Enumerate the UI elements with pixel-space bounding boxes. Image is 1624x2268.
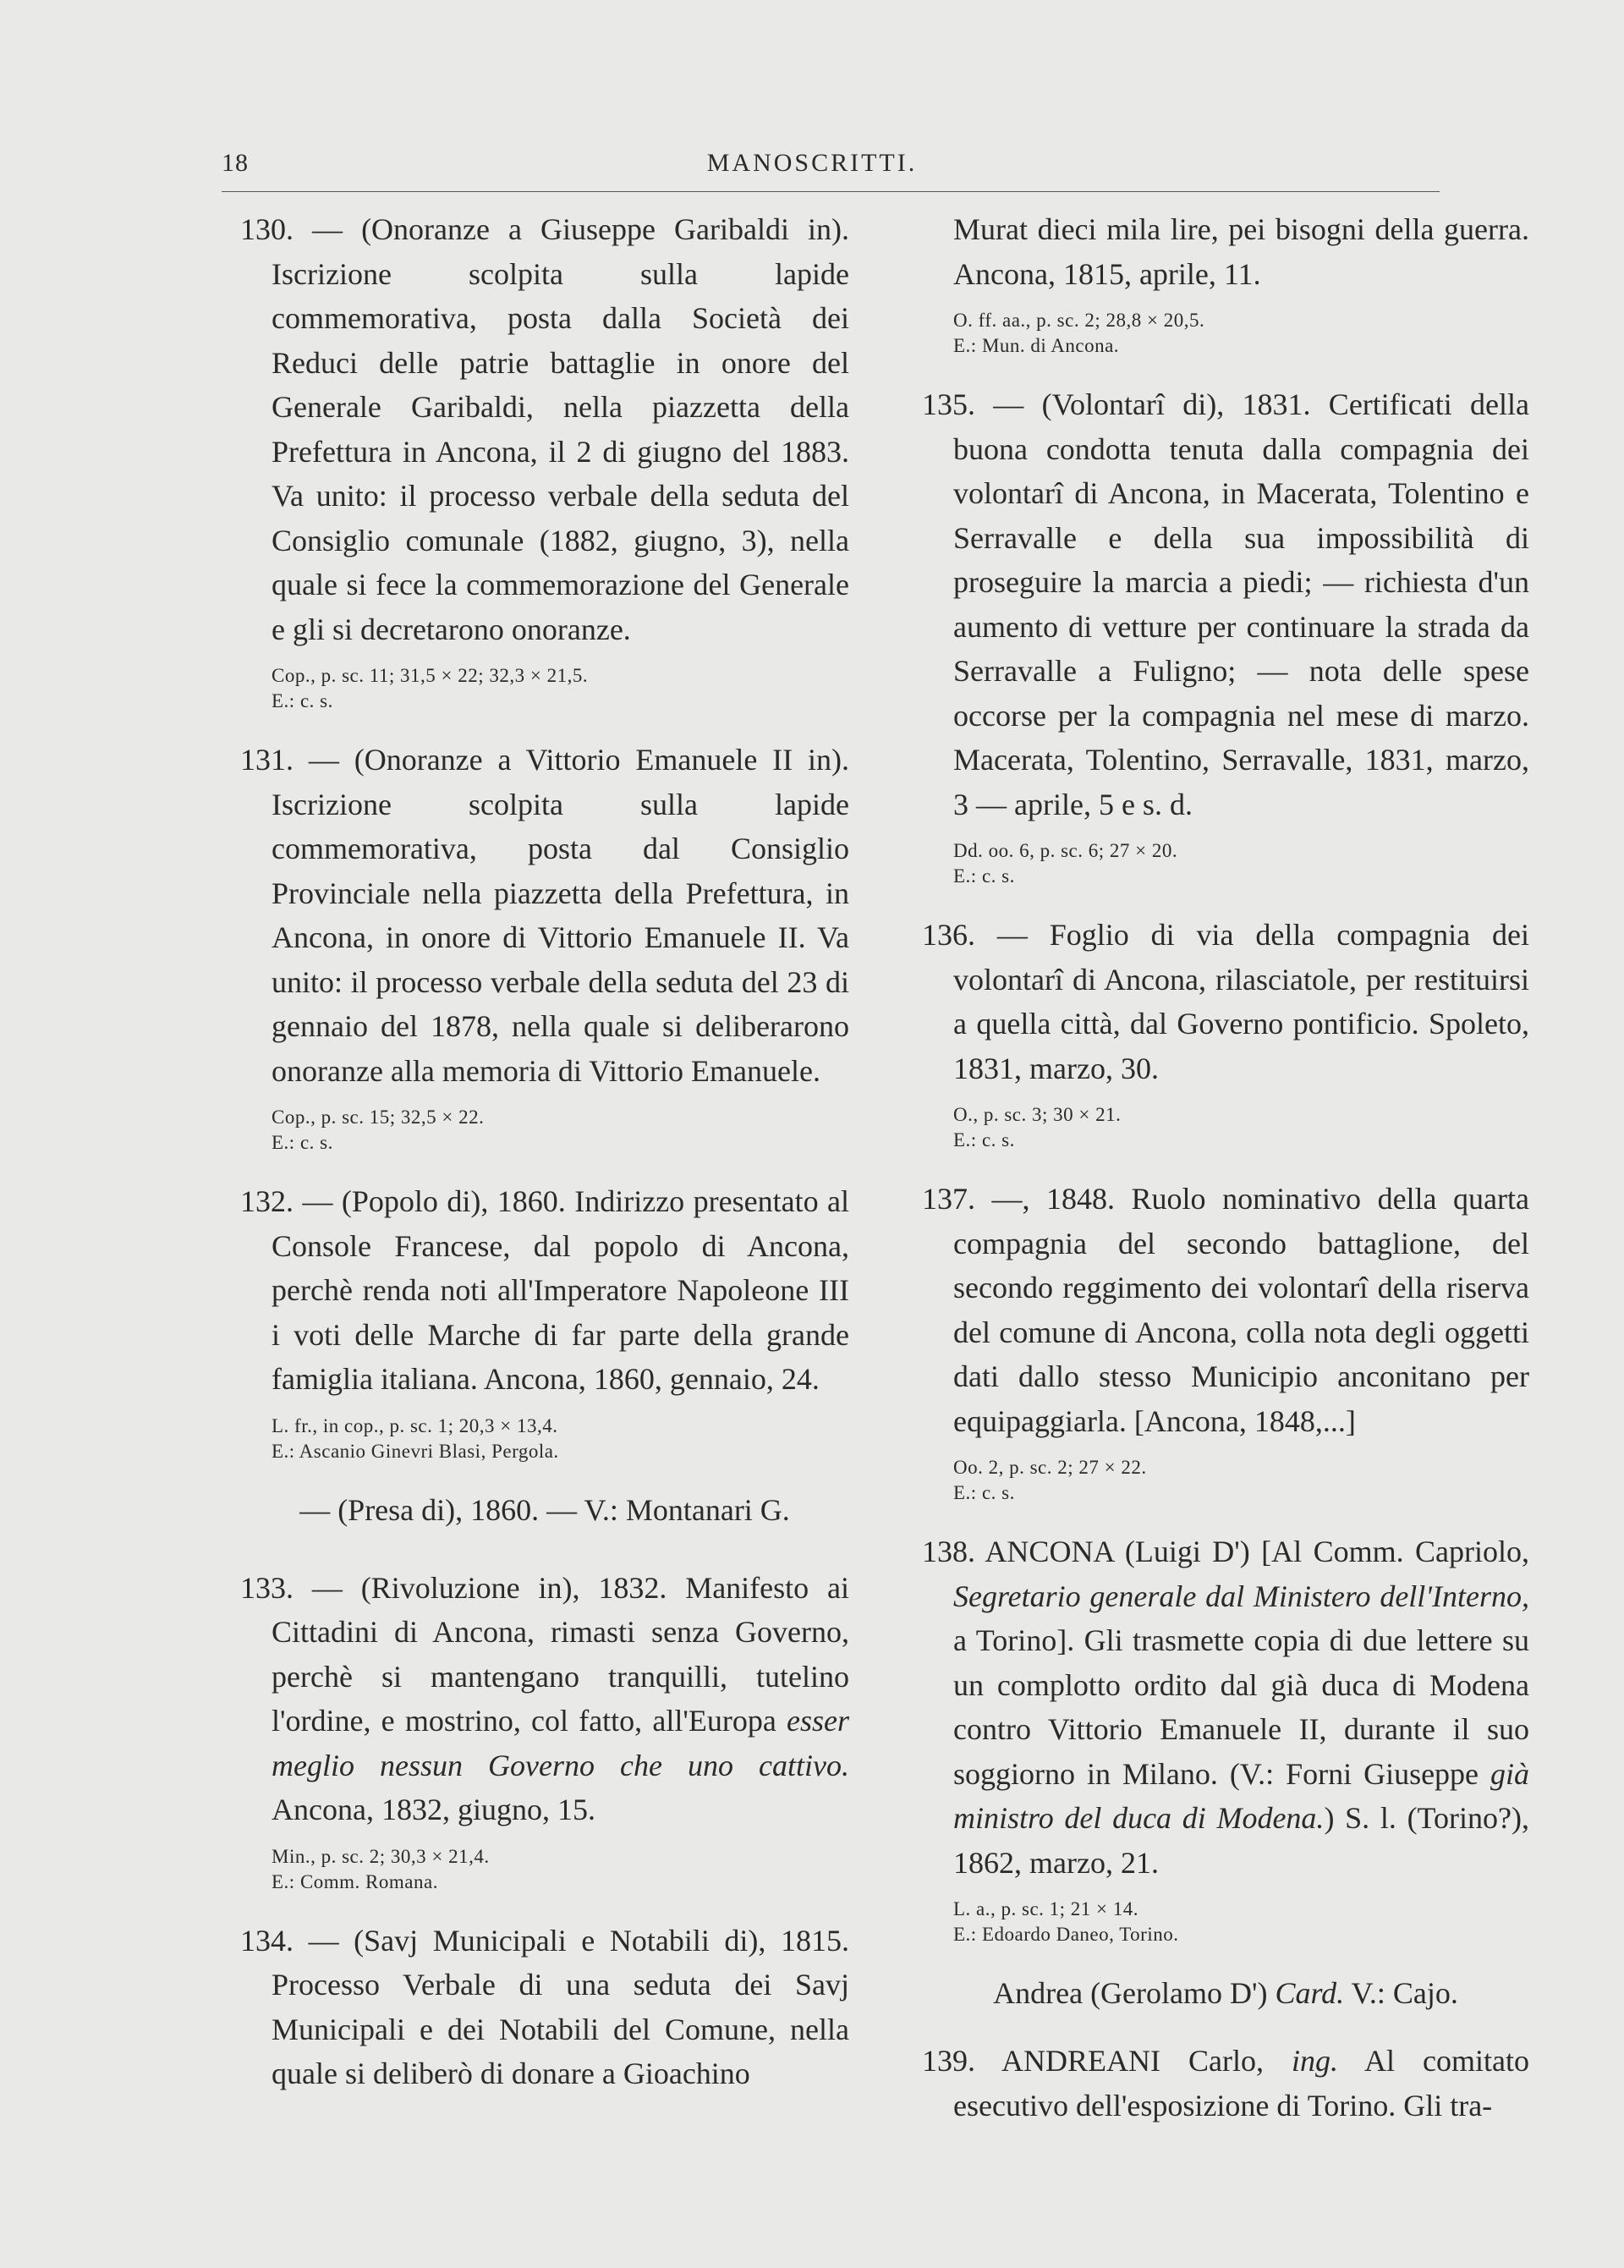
entry-text-part: a Torino]. Gli trasmette copia di due lettere su un complotto ordito dal già duca di Modena contro Vittorio Emanuele II, durante il suo soggiorno in Milano. (V.: Forni Giuseppe <box>953 1623 1529 1791</box>
signature-line: Cop., p. sc. 11; 31,5 × 22; 32,3 × 21,5. <box>272 665 589 686</box>
signature-line: L. a., p. sc. 1; 21 × 14. <box>953 1898 1139 1919</box>
signature-line: E.: c. s. <box>953 1129 1015 1150</box>
entry-text-part: 138. ANCONA (Luigi D') [Al Comm. Capriolo, <box>922 1535 1529 1568</box>
entry-text: 130. — (Onoranze a Giuseppe Garibaldi in). Iscrizione scolpita sulla lapide commemorativa, posta dalla Società dei Reduci delle patrie battaglie in onore del Generale Garibaldi, nella piazzetta della Prefettura in Ancona, il 2 di giugno del 1883. Va unito: il processo verbale della seduta del Consiglio comunale (1882, giugno, 3), nella quale si fece la commemorazione del Generale e gli si decretarono onoranze. <box>240 212 849 646</box>
signature-line: E.: Ascanio Ginevri Blasi, Pergola. <box>272 1440 559 1462</box>
entry-text-part: 139. ANDREANI Carlo, <box>922 2044 1292 2078</box>
signature-line: Cop., p. sc. 15; 32,5 × 22. <box>272 1107 485 1128</box>
right-column <box>922 207 1529 2151</box>
entry-text <box>922 2039 1529 2128</box>
entry-signature <box>953 308 1529 359</box>
entry-text <box>240 1566 849 1832</box>
cross-reference <box>922 1971 1529 2015</box>
signature-line: L. fr., in cop., p. sc. 1; 20,3 × 13,4. <box>272 1414 558 1436</box>
entry-signature <box>953 1897 1529 1947</box>
running-title: MANOSCRITTI. <box>706 149 918 177</box>
signature-line: Min., p. sc. 2; 30,3 × 21,4. <box>272 1845 490 1867</box>
entry-signature <box>272 663 849 714</box>
entry-text-italic: Segretario generale dal Ministero dell'Interno, <box>953 1579 1529 1613</box>
entry-text-part: 133. — (Rivoluzione in), 1832. Manifesto ai Cittadini di Ancona, rimasti senza Governo, perchè si mantengano tranquilli, tutelino l'ordine, e mostrino, col fatto, all'Europa <box>240 1570 849 1738</box>
signature-line: E.: Edoardo Daneo, Torino. <box>953 1924 1179 1945</box>
entry-signature <box>953 838 1529 889</box>
entry-text: 131. — (Onoranze a Vittorio Emanuele II in). Iscrizione scolpita sulla lapide commemorativa, posta dal Consiglio Provinciale nella piazzetta della Prefettura, in Ancona, in onore di Vittorio Emanuele II. Va unito: il processo verbale della seduta del 23 di gennaio del 1878, nella quale si deliberarono onoranze alla memoria di Vittorio Emanuele. <box>240 743 849 1088</box>
entry-signature <box>272 1844 849 1895</box>
entry-136 <box>922 913 1529 1153</box>
page-number: 18 <box>222 149 249 177</box>
left-column <box>240 207 849 2120</box>
entry-134-continued <box>922 207 1529 359</box>
entry-text: 135. — (Volontarî di), 1831. Certificati della buona condotta tenuta dalla compagnia dei volontarî di Ancona, in Macerata, Tolentino e Serravalle e della sua impossibilità di proseguire la marcia a piedi; — richiesta d'un aumento di vetture per continuare la strada da Serravalle a Fuligno; — nota delle spese occorse per la compagnia nel mese di marzo. Macerata, Tolentino, Serravalle, 1831, marzo, 3 — aprile, 5 e s. d. <box>922 387 1529 821</box>
entry-text: 136. — Foglio di via della compagnia dei volontarî di Ancona, rilasciatole, per restituirsi a quella città, dal Governo pontificio. Spoleto, 1831, marzo, 30. <box>922 918 1529 1085</box>
xref-part: V.: Cajo. <box>1344 1976 1458 2010</box>
entry-135 <box>922 382 1529 889</box>
entry-137 <box>922 1177 1529 1506</box>
entry-138 <box>922 1529 1529 1947</box>
signature-line: E.: c. s. <box>953 865 1015 887</box>
signature-line: E.: Mun. di Ancona. <box>953 335 1120 356</box>
cross-reference: — (Presa di), 1860. — V.: Montanari G. <box>299 1492 790 1527</box>
signature-line: O. ff. aa., p. sc. 2; 28,8 × 20,5. <box>953 310 1205 331</box>
signature-line: E.: c. s. <box>272 1132 333 1153</box>
entry-text: 134. — (Savj Municipali e Notabili di), 1815. Processo Verbale di una seduta dei Savj Municipali e dei Notabili del Comune, nella quale si deliberò di donare a Gioachino <box>240 1923 849 2090</box>
entry-text-part: Ancona, 1832, giugno, 15. <box>272 1793 595 1826</box>
signature-line: O., p. sc. 3; 30 × 21. <box>953 1104 1122 1125</box>
signature-line: Dd. oo. 6, p. sc. 6; 27 × 20. <box>953 840 1178 861</box>
xref-italic: Card. <box>1275 1976 1345 2010</box>
entry-139 <box>922 2039 1529 2128</box>
header-rule <box>222 191 1440 192</box>
entry-text-italic: ing. <box>1291 2044 1338 2078</box>
entry-133 <box>240 1566 849 1895</box>
entry-132 <box>240 1179 849 1464</box>
entry-131 <box>240 738 849 1156</box>
entry-signature <box>272 1105 849 1156</box>
entry-text-italic: esser meglio nessun Governo che uno cattivo. <box>272 1704 849 1782</box>
signature-line: E.: Comm. Romana. <box>272 1870 438 1892</box>
entry-signature <box>272 1414 849 1464</box>
entry-text: Murat dieci mila lire, pei bisogni della guerra. Ancona, 1815, aprile, 11. <box>953 212 1529 291</box>
entry-text: 132. — (Popolo di), 1860. Indirizzo presentato al Console Francese, dal popolo di Ancona, perchè renda noti all'Imperatore Napoleone III i voti delle Marche di far parte della grande famiglia italiana. Ancona, 1860, gennaio, 24. <box>240 1184 849 1396</box>
signature-line: E.: c. s. <box>953 1482 1015 1503</box>
page-header <box>0 142 1624 184</box>
signature-line: E.: c. s. <box>272 690 333 711</box>
entry-134 <box>240 1919 849 2096</box>
entry-130 <box>240 207 849 714</box>
xref-part: Andrea (Gerolamo D') <box>993 1976 1276 2010</box>
signature-line: Oo. 2, p. sc. 2; 27 × 22. <box>953 1457 1147 1478</box>
entry-signature <box>953 1455 1529 1506</box>
entry-text: 137. —, 1848. Ruolo nominativo della quarta compagnia del secondo battaglione, del secondo reggimento dei volontarî della riserva del comune di Ancona, colla nota degli oggetti dati dallo stesso Municipio anconitano per equipaggiarla. [Ancona, 1848,...] <box>922 1182 1529 1438</box>
entry-text-part: ) S. l. (Torino?), 1862, marzo, 21. <box>953 1801 1529 1880</box>
entry-text-part: Al comitato esecutivo dell'esposizione di Torino. Gli tra- <box>953 2044 1529 2122</box>
entry-text <box>922 1529 1529 1885</box>
entry-signature <box>953 1102 1529 1153</box>
entry-text-italic: già ministro del duca di Modena. <box>953 1756 1529 1835</box>
